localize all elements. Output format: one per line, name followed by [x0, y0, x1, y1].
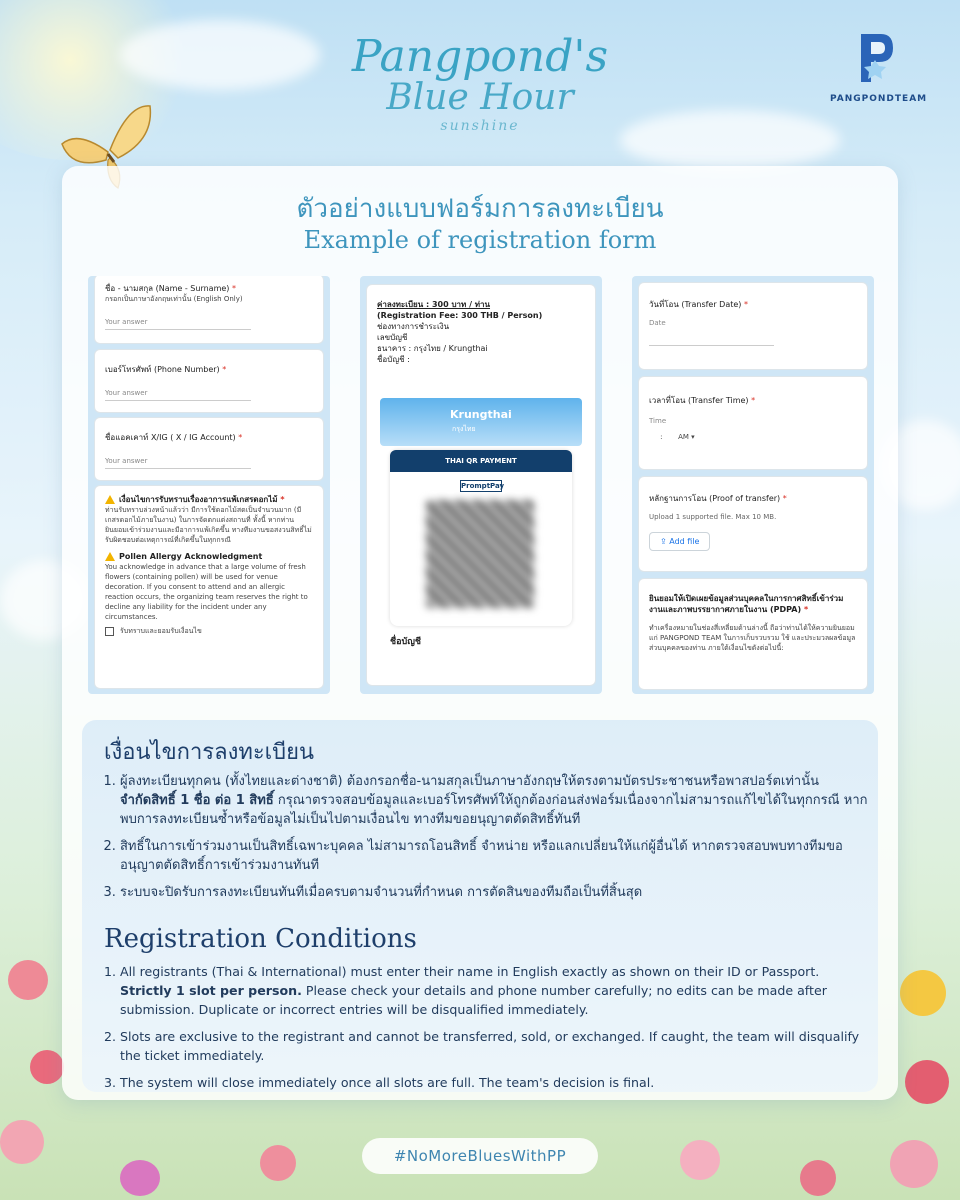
accept-checkbox-row[interactable]: [105, 626, 313, 636]
warning-icon: [105, 552, 115, 561]
event-logo: [300, 31, 660, 134]
list-item: 1. All registrants (Thai & International) must enter their name in English exactly as shown on their ID or Passport. Strictly 1 slot per person. Please check your details and phone number carefully; no edits can be made after submission. Duplicate or incorrect entries will be disqualified immediately.: [120, 962, 872, 1019]
date-hint: Date: [649, 319, 666, 327]
required-mark: *: [238, 433, 243, 442]
qr-code-card: [390, 450, 572, 626]
conditions-list-en: [104, 962, 872, 1100]
conditions-list-th: [104, 772, 872, 910]
flower: [905, 1060, 949, 1104]
flower: [0, 1120, 44, 1164]
fee-th: ค่าลงทะเบียน : 300 บาท / ท่าน: [377, 300, 491, 309]
section-title-th: ตัวอย่างแบบฟอร์มการลงทะเบียน: [296, 194, 664, 224]
conditions-title-en: Registration Conditions: [104, 924, 417, 954]
date-input[interactable]: [649, 342, 774, 346]
account-name-label: ชื่อบัญชี :: [377, 355, 410, 364]
hashtag: #NoMoreBluesWithPP: [362, 1138, 598, 1174]
qr-code: [426, 500, 534, 608]
logo-line2: Blue Hour: [386, 77, 574, 118]
name-hint: กรอกเป็นภาษาอังกฤษเท่านั้น (English Only): [105, 295, 243, 303]
accept-label: รับทราบและยอมรับเงื่อนไข: [120, 627, 202, 635]
phone-answer-field[interactable]: Your answer: [105, 389, 251, 401]
required-mark: *: [782, 494, 787, 503]
qr-account-label: ชื่อบัญชี: [390, 637, 422, 647]
account-question-card: [94, 417, 324, 481]
name-answer-field[interactable]: Your answer: [105, 318, 251, 330]
account-number-label: เลขบัญชี: [377, 333, 408, 342]
accept-checkbox[interactable]: [105, 627, 114, 636]
warning-icon: [105, 495, 115, 504]
list-item: 2. Slots are exclusive to the registrant and cannot be transferred, sold, or exchanged. If caught, the team will disqualify the ticket immediately.: [120, 1027, 872, 1065]
flower: [680, 1140, 720, 1180]
cloud: [120, 20, 320, 90]
form-screenshot-1: [88, 276, 330, 694]
proof-hint: Upload 1 supported file. Max 10 MB.: [649, 513, 777, 521]
flower: [890, 1140, 938, 1188]
bank-label: ธนาคาร : กรุงไทย / Krungthai: [377, 344, 488, 353]
required-mark: *: [743, 300, 748, 309]
flower: [800, 1160, 836, 1196]
name-question-card: [94, 276, 324, 344]
required-mark: *: [222, 365, 227, 374]
account-question: ชื่อแอคเคาท์ X/IG ( X / IG Account): [105, 433, 236, 442]
section-title-en: Example of registration form: [303, 226, 657, 254]
upload-icon: ⇪: [660, 537, 670, 546]
pdpa-title: ยินยอมให้เปิดเผยข้อมูลส่วนบุคคลในการกาศสิทธิ์เข้าร่วมงานและภาพบรรยากาศภายในงาน (PDPA): [649, 594, 844, 614]
time-hint: Time: [649, 417, 667, 425]
team-logo: [830, 30, 928, 104]
allergy-question-card: [94, 485, 324, 689]
fee-en: (Registration Fee: 300 THB / Person): [377, 311, 543, 320]
time-question-card: [638, 376, 868, 470]
flower: [8, 960, 48, 1000]
allergy-title-th: เงื่อนไขการรับทราบเรื่องอาการแพ้เกสรดอกไม้: [119, 495, 278, 504]
flower: [260, 1145, 296, 1181]
qr-title: THAI QR PAYMENT: [390, 450, 572, 472]
flower: [120, 1160, 160, 1196]
phone-question: เบอร์โทรศัพท์ (Phone Number): [105, 365, 220, 374]
proof-question-card: [638, 476, 868, 572]
required-mark: *: [280, 495, 285, 504]
allergy-body-th: ท่านรับทราบล่วงหน้าแล้วว่า มีการใช้ดอกไม้สดเป็นจำนวนมาก (มีเกสรดอกไม้ภายในงาน) ในการจัดตกแต่งสถานที่ ทั้งนี้ หากท่านยินยอมเข้าร่วมงานและมีอาการแพ้เกิดขึ้น ทางทีมงานขอสงวนสิทธิ์ไม่รับผิดชอบต่อเหตุการณ์ที่เกิดขึ้นในทุกกรณี: [105, 506, 312, 544]
promptpay-logo: PromptPay: [461, 482, 505, 490]
chevron-down-icon[interactable]: ▾: [691, 433, 695, 441]
name-question: ชื่อ - นามสกุล (Name - Surname): [105, 284, 230, 293]
time-ampm[interactable]: AM: [678, 433, 689, 441]
list-item: 3. ระบบจะปิดรับการลงทะเบียนทันทีเมื่อครบตามจำนวนที่กำหนด การตัดสินของทีมถือเป็นที่สิ้นสุด: [120, 883, 872, 902]
allergy-title-en: Pollen Allergy Acknowledgment: [119, 552, 263, 561]
bank-banner: [380, 398, 582, 446]
time-question: เวลาที่โอน (Transfer Time): [649, 396, 749, 405]
logo-line3: sunshine: [440, 118, 520, 134]
payment-channel: ช่องทางการชำระเงิน: [377, 322, 450, 331]
required-mark: *: [803, 605, 809, 614]
time-input[interactable]: : AM ▾: [649, 433, 695, 441]
allergy-body-en: You acknowledge in advance that a large volume of fresh flowers (containing pollen) will be used for venue decoration. If you consent to attend and an allergic reaction occurs, the organizing team reserves the right to decline any liability for the incident under any circumstances.: [105, 563, 308, 621]
bank-brand: Krungthai: [450, 408, 512, 421]
bank-brand-th: กรุงไทย: [452, 425, 476, 433]
proof-question: หลักฐานการโอน (Proof of transfer): [649, 494, 781, 503]
list-item: 1. ผู้ลงทะเบียนทุกคน (ทั้งไทยและต่างชาติ) ต้องกรอกชื่อ-นามสกุลเป็นภาษาอังกฤษให้ตรงตามบัตรประชาชนหรือพาสปอร์ตเท่านั้น จำกัดสิทธิ์ 1 ชื่อ ต่อ 1 สิทธิ์ กรุณาตรวจสอบข้อมูลและเบอร์โทรศัพท์ให้ถูกต้องก่อนส่งฟอร์มเนื่องจากไม่สามารถแก้ไขได้ในทุกกรณี หากพบการลงทะเบียนซ้ำหรือข้อมูลไม่เป็นไปตามเงื่อนไข ทางทีมขอยนุญาตตัดสิทธิ์ทันที: [120, 772, 872, 829]
account-answer-field[interactable]: Your answer: [105, 457, 251, 469]
form-screenshot-3: [632, 276, 874, 694]
required-mark: *: [231, 284, 236, 293]
conditions-title-th: เงื่อนไขการลงทะเบียน: [104, 740, 315, 765]
team-mark-icon: [855, 30, 895, 86]
required-mark: *: [751, 396, 756, 405]
list-item: 3. The system will close immediately once all slots are full. The team's decision is final.: [120, 1073, 872, 1092]
date-question-card: [638, 282, 868, 370]
pdpa-question-card: [638, 578, 868, 690]
pdpa-body: ทำเครื่องหมายในช่องสี่เหลี่ยมด้านล่างนี้ ถือว่าท่านได้ให้ความยินยอมแก่ PANGPOND TEAM ในการเก็บรวบรวม ใช้ และประมวลผลข้อมูลส่วนบุคคลของท่าน ภายใต้เงื่อนไขดังต่อไปนี้:: [649, 624, 856, 652]
phone-question-card: [94, 349, 324, 413]
list-item: 2. สิทธิ์ในการเข้าร่วมงานเป็นสิทธิ์เฉพาะบุคคล ไม่สามารถโอนสิทธิ์ จำหน่าย หรือแลกเปลี่ยนให้แก่ผู้อื่นได้ หากตรวจสอบพบทางทีมขออนุญาตตัดสิทธิ์การเข้าร่วมงานทันที: [120, 837, 872, 875]
add-file-button[interactable]: ⇪ Add file: [649, 532, 710, 551]
form-screenshot-2: [360, 276, 602, 694]
team-name: PANGPONDTEAM: [830, 94, 928, 104]
logo-line1: Pangpond's: [351, 31, 609, 82]
date-question: วันที่โอน (Transfer Date): [649, 300, 742, 309]
flower: [900, 970, 946, 1016]
flower: [30, 1050, 64, 1084]
